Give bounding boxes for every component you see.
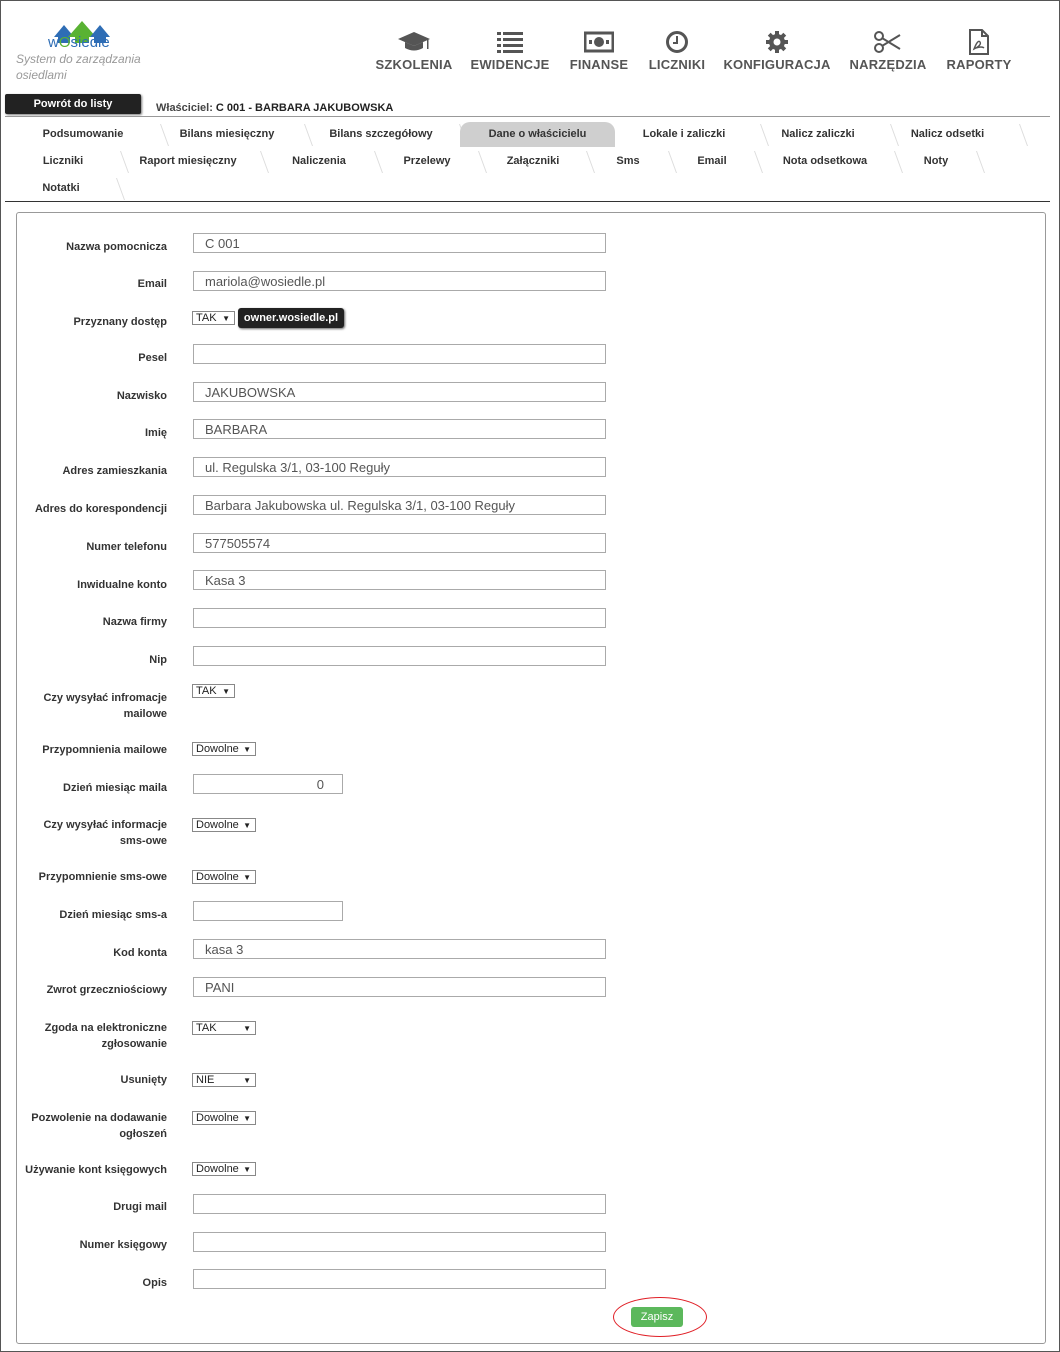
label-przypomnienie-sms: Przypomnienie sms-owe — [38, 871, 167, 883]
numer-telefonu-input[interactable]: 577505574 — [193, 533, 606, 553]
list-icon — [497, 30, 523, 54]
back-to-owners-button[interactable]: Powrót do listy właścicieli — [5, 94, 141, 114]
tab-lokale-i-zaliczki[interactable]: Lokale i zaliczki — [607, 122, 761, 147]
nav-label: EWIDENCJE — [470, 57, 550, 72]
nav-label: LICZNIKI — [648, 57, 706, 72]
tab-dane-o-wlascicielu[interactable]: Dane o właścicielu — [460, 122, 615, 147]
chevron-down-icon: ▼ — [243, 745, 251, 754]
label-line: Zgoda na elektroniczne — [44, 1022, 167, 1034]
label-zwrot: Zwrot grzeczniościowy — [46, 984, 167, 996]
pozwolenie-select[interactable] — [192, 1111, 256, 1125]
tab-bilans-miesieczny[interactable]: Bilans miesięczny — [149, 122, 305, 147]
tab-email[interactable]: Email — [669, 149, 755, 174]
tab-bilans-szczegolowy[interactable]: Bilans szczegółowy — [302, 122, 460, 147]
numer-ksiegowy-input[interactable] — [193, 1232, 606, 1252]
label-nazwa-firmy: Nazwa firmy — [102, 616, 167, 628]
select-value: Dowolne — [196, 871, 239, 883]
label-info-mailowe — [17, 690, 167, 722]
dzien-maila-input[interactable]: 0 — [193, 774, 343, 794]
tab-liczniki[interactable]: Liczniki — [5, 149, 121, 174]
przyznany-dostep-select[interactable] — [192, 311, 235, 325]
imie-input[interactable]: BARBARA — [193, 419, 606, 439]
select-value: TAK — [196, 312, 217, 324]
chevron-down-icon: ▼ — [243, 1076, 251, 1085]
money-icon — [584, 31, 614, 53]
nip-input[interactable] — [193, 646, 606, 666]
scissors-icon — [874, 30, 902, 54]
label-pozwolenie — [17, 1110, 167, 1142]
info-sms-select[interactable] — [192, 818, 256, 832]
konta-ksiegowe-select[interactable] — [192, 1162, 256, 1176]
label-przypomnienia-mailowe: Przypomnienia mailowe — [42, 744, 167, 756]
nav-label: SZKOLENIA — [375, 57, 453, 72]
zgoda-select[interactable] — [192, 1021, 256, 1035]
info-mailowe-select[interactable] — [192, 684, 235, 698]
owner-info — [156, 102, 393, 114]
opis-input[interactable] — [193, 1269, 606, 1289]
nav-finanse[interactable] — [566, 28, 632, 72]
label-line: sms-owe — [119, 835, 167, 847]
przypomnienie-sms-select[interactable] — [192, 870, 256, 884]
label-kod-konta: Kod konta — [113, 947, 167, 959]
owner-form — [16, 212, 1046, 1344]
select-value: Dowolne — [196, 819, 239, 831]
divider — [5, 116, 1050, 117]
owner-portal-button[interactable]: owner.wosiedle.pl — [238, 308, 344, 328]
label-line: ogłoszeń — [119, 1128, 167, 1140]
nav-ewidencje[interactable] — [470, 28, 550, 72]
adres-zamieszkania-input[interactable]: ul. Regulska 3/1, 03-100 Reguły — [193, 457, 606, 477]
chevron-down-icon: ▼ — [243, 1114, 251, 1123]
label-numer-telefonu: Numer telefonu — [86, 541, 167, 553]
chevron-down-icon: ▼ — [222, 314, 230, 323]
tab-przelewy[interactable]: Przelewy — [375, 149, 479, 174]
pesel-input[interactable] — [193, 344, 606, 364]
label-line: mailowe — [123, 708, 167, 720]
clock-icon — [665, 30, 689, 54]
select-value: Dowolne — [196, 1163, 239, 1175]
tabs-divider — [5, 201, 1050, 202]
select-value: NIE — [196, 1074, 215, 1086]
label-email: Email — [137, 278, 167, 290]
label-line: zgłosowanie — [101, 1038, 167, 1050]
owner-key: Właściciel: — [156, 102, 213, 114]
nav-label: RAPORTY — [946, 57, 1012, 72]
adres-korespondencji-input[interactable]: Barbara Jakubowska ul. Regulska 3/1, 03-100 Reguły — [193, 495, 606, 515]
chevron-down-icon: ▼ — [243, 1165, 251, 1174]
gear-icon — [765, 30, 789, 54]
tab-nalicz-zaliczki[interactable]: Nalicz zaliczki — [745, 122, 891, 147]
save-button[interactable]: Zapisz — [631, 1307, 683, 1327]
label-nip: Nip — [149, 654, 167, 666]
nazwa-pomocnicza-input[interactable]: C 001 — [193, 233, 606, 253]
tab-podsumowanie[interactable]: Podsumowanie — [5, 122, 161, 147]
zwrot-input[interactable]: PANI — [193, 977, 606, 997]
chevron-down-icon: ▼ — [222, 687, 230, 696]
label-przyznany-dostep: Przyznany dostęp — [73, 316, 167, 328]
przypomnienia-mailowe-select[interactable] — [192, 742, 256, 756]
tab-sms[interactable]: Sms — [587, 149, 669, 174]
nav-liczniki[interactable] — [645, 28, 709, 72]
nav-label: FINANSE — [569, 57, 629, 72]
tab-notatki[interactable]: Notatki — [5, 176, 117, 201]
tab-naliczenia[interactable]: Naliczenia — [263, 149, 375, 174]
label-opis: Opis — [142, 1277, 167, 1289]
select-value: TAK — [196, 1022, 217, 1034]
dzien-sms-input[interactable] — [193, 901, 343, 921]
nazwa-firmy-input[interactable] — [193, 608, 606, 628]
label-pesel: Pesel — [138, 352, 167, 364]
label-drugi-mail: Drugi mail — [113, 1201, 167, 1213]
nav-label: NARZĘDZIA — [849, 57, 927, 72]
label-line: Czy wysyłać informacje — [43, 819, 167, 831]
label-numer-ksiegowy: Numer księgowy — [79, 1239, 167, 1251]
label-info-sms — [17, 817, 167, 849]
label-nazwa-pomocnicza: Nazwa pomocnicza — [66, 241, 167, 253]
chevron-down-icon: ▼ — [243, 821, 251, 830]
owner-value: C 001 - BARBARA JAKUBOWSKA — [215, 102, 394, 114]
label-line: Czy wysyłać infromacje — [43, 692, 167, 704]
drugi-mail-input[interactable] — [193, 1194, 606, 1214]
chevron-down-icon: ▼ — [243, 873, 251, 882]
tab-nota-odsetkowa[interactable]: Nota odsetkowa — [755, 149, 895, 174]
tab-nalicz-odsetki[interactable]: Nalicz odsetki — [875, 122, 1020, 147]
nav-konfiguracja[interactable] — [722, 28, 832, 72]
label-adres-zamieszkania: Adres zamieszkania — [62, 465, 167, 477]
label-konta-ksiegowe: Używanie kont księgowych — [25, 1164, 167, 1176]
label-line: Pozwolenie na dodawanie — [31, 1112, 167, 1124]
nazwisko-input[interactable]: JAKUBOWSKA — [193, 382, 606, 402]
select-value: Dowolne — [196, 743, 239, 755]
graduation-cap-icon — [397, 30, 431, 54]
pdf-file-icon — [968, 29, 990, 55]
save-highlight — [613, 1297, 707, 1337]
indywidualne-konto-input[interactable]: Kasa 3 — [193, 570, 606, 590]
label-usuniety: Usunięty — [120, 1074, 167, 1086]
chevron-down-icon: ▼ — [243, 1024, 251, 1033]
tab-noty[interactable]: Noty — [895, 149, 977, 174]
tab-zalaczniki[interactable]: Załączniki — [479, 149, 587, 174]
email-input[interactable]: mariola@wosiedle.pl — [193, 271, 606, 291]
label-zgoda — [17, 1020, 167, 1052]
nav-narzedzia[interactable] — [846, 28, 930, 72]
label-adres-korespondencji: Adres do korespondencji — [34, 503, 167, 515]
select-value: TAK — [196, 685, 217, 697]
kod-konta-input[interactable]: kasa 3 — [193, 939, 606, 959]
nav-label: KONFIGURACJA — [723, 57, 831, 72]
label-dzien-sms: Dzień miesiąc sms-a — [59, 909, 167, 921]
label-dzien-maila: Dzień miesiąc maila — [63, 782, 167, 794]
tab-raport-miesieczny[interactable]: Raport miesięczny — [115, 149, 261, 174]
label-nazwisko: Nazwisko — [116, 390, 167, 402]
label-indywidualne-konto: Inwidualne konto — [77, 579, 167, 591]
label-imie: Imię — [144, 427, 167, 439]
usuniety-select[interactable] — [192, 1073, 256, 1087]
select-value: Dowolne — [196, 1112, 239, 1124]
header — [0, 0, 1060, 92]
nav-szkolenia[interactable] — [374, 28, 454, 72]
logo-text: wOsiedle — [48, 34, 110, 51]
tagline: System do zarządzania osiedlami — [16, 52, 141, 82]
nav-raporty[interactable] — [942, 28, 1016, 72]
